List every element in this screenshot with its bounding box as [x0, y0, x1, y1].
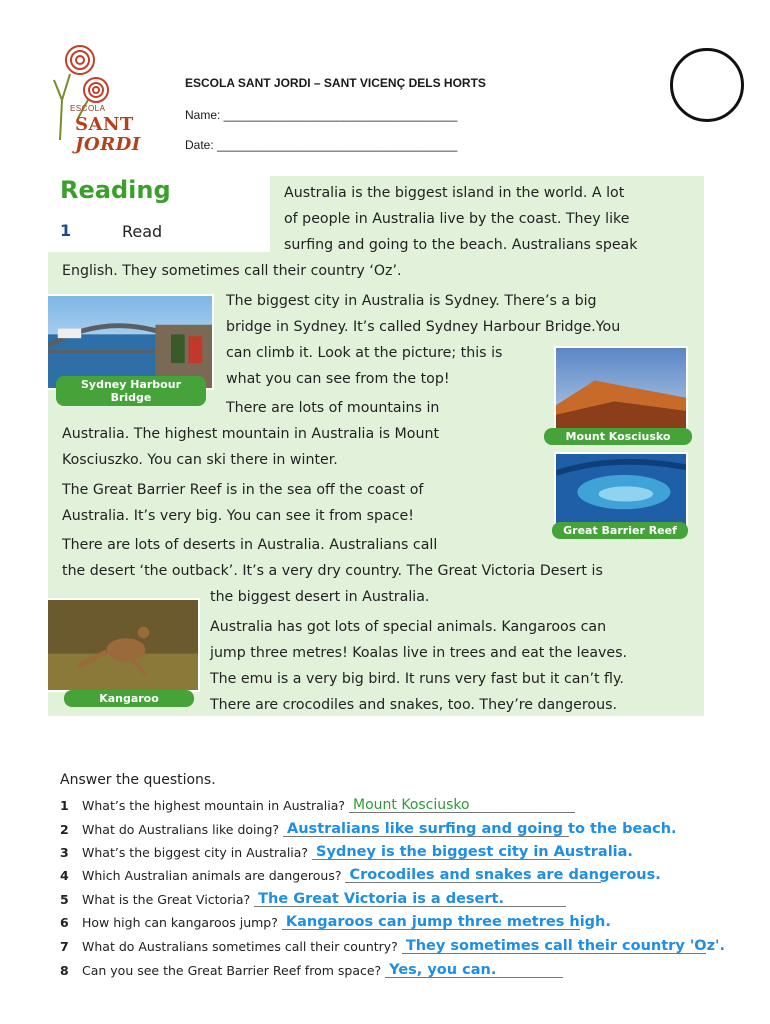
question-number: 2	[60, 822, 69, 837]
reading-line: There are crocodiles and snakes, too. They’re dangerous.	[210, 697, 617, 713]
reading-line: what you can see from the top!	[226, 371, 450, 387]
grade-circle	[670, 48, 744, 122]
answer-field[interactable]	[402, 937, 725, 954]
question-row	[60, 796, 575, 818]
answer-text: The Great Victoria is a desert.	[258, 891, 504, 907]
question-text: Can you see the Great Barrier Reef from space?	[82, 963, 382, 978]
reading-line: Australia has got lots of special animals. Kangaroos can	[210, 619, 607, 635]
logo-escola-text: ESCOLA	[70, 104, 106, 113]
exercise-instruction: Read	[122, 222, 163, 241]
question-row	[60, 843, 633, 865]
answer-text: Mount Kosciusko	[353, 797, 470, 813]
answer-text: Kangaroos can jump three metres high.	[285, 914, 611, 930]
answer-field[interactable]	[282, 913, 611, 930]
school-name: ESCOLA SANT JORDI – SANT VICENÇ DELS HORTS	[185, 76, 486, 90]
caption-kangaroo: Kangaroo	[64, 690, 194, 707]
question-text: What is the Great Victoria?	[82, 892, 251, 907]
question-number: 4	[60, 868, 69, 883]
kangaroo-photo	[46, 598, 200, 692]
reading-line: Australia. The highest mountain in Australia is Mount	[62, 426, 440, 442]
reading-line: Australia is the biggest island in the world. A lot	[284, 185, 625, 201]
answer-field[interactable]	[312, 843, 633, 860]
reading-line: surfing and going to the beach. Australians speak	[284, 237, 638, 253]
caption-great-barrier-reef: Great Barrier Reef	[552, 522, 688, 539]
reading-line: of people in Australia live by the coast. They like	[284, 211, 630, 227]
reading-line: jump three metres! Koalas live in trees and eat the leaves.	[210, 645, 628, 661]
answer-field[interactable]	[349, 796, 575, 813]
question-row	[60, 913, 611, 935]
answer-text: Yes, you can.	[389, 962, 497, 978]
date-field[interactable]: Date: ____________________________________	[185, 138, 458, 152]
logo-sant-text: SANT	[75, 114, 134, 135]
question-number: 1	[60, 798, 69, 813]
question-number: 5	[60, 892, 69, 907]
answer-text: They sometimes call their country 'Oz'.	[405, 938, 725, 954]
reading-line: The Great Barrier Reef is in the sea off the coast of	[62, 482, 424, 498]
answer-field[interactable]	[283, 820, 677, 837]
reading-line: There are lots of mountains in	[226, 400, 440, 416]
question-number: 8	[60, 963, 69, 978]
reading-line: The emu is a very big bird. It runs very fast but it can’t fly.	[210, 671, 624, 687]
question-row	[60, 937, 725, 959]
answer-field[interactable]	[345, 866, 661, 883]
reading-line: There are lots of deserts in Australia. Australians call	[62, 537, 438, 553]
question-row	[60, 961, 563, 983]
reading-line: bridge in Sydney. It’s called Sydney Harbour Bridge.You	[226, 319, 621, 335]
questions-heading: Answer the questions.	[60, 772, 216, 788]
reading-line: English. They sometimes call their country ‘Oz’.	[62, 263, 402, 279]
reading-line: The biggest city in Australia is Sydney. There’s a big	[226, 293, 597, 309]
answer-text: Crocodiles and snakes are dangerous.	[349, 867, 661, 883]
exercise-number: 1	[60, 221, 72, 240]
question-text: How high can kangaroos jump?	[82, 915, 278, 930]
question-number: 6	[60, 915, 69, 930]
logo-jordi-text: JORDI	[75, 134, 141, 155]
mount-kosciusko-photo	[554, 346, 688, 432]
question-text: What do Australians like doing?	[82, 822, 280, 837]
question-row	[60, 866, 661, 888]
reading-line: the biggest desert in Australia.	[210, 589, 430, 605]
answer-text: Australians like surfing and going to the beach.	[287, 821, 677, 837]
reading-line: Australia. It’s very big. You can see it from space!	[62, 508, 414, 524]
answer-text: Sydney is the biggest city in Australia.	[316, 844, 633, 860]
question-number: 7	[60, 939, 69, 954]
answer-field[interactable]	[385, 961, 563, 978]
reading-line: the desert ‘the outback’. It’s a very dry country. The Great Victoria Desert is	[62, 563, 603, 579]
caption-sydney-bridge: Sydney Harbour Bridge	[56, 376, 206, 406]
question-text: What’s the highest mountain in Australia?	[82, 798, 346, 813]
name-field[interactable]: Name: ___________________________________	[185, 108, 458, 122]
answer-field[interactable]	[254, 890, 566, 907]
reading-line: can climb it. Look at the picture; this is	[226, 345, 503, 361]
question-text: What do Australians sometimes call their country?	[82, 939, 398, 954]
caption-mount-kosciusko: Mount Kosciusko	[544, 428, 692, 445]
question-number: 3	[60, 845, 69, 860]
question-row	[60, 820, 677, 842]
reading-title: Reading	[60, 176, 171, 204]
reading-line: Kosciuszko. You can ski there in winter.	[62, 452, 338, 468]
question-text: What’s the biggest city in Australia?	[82, 845, 309, 860]
question-text: Which Australian animals are dangerous?	[82, 868, 342, 883]
question-row	[60, 890, 566, 912]
